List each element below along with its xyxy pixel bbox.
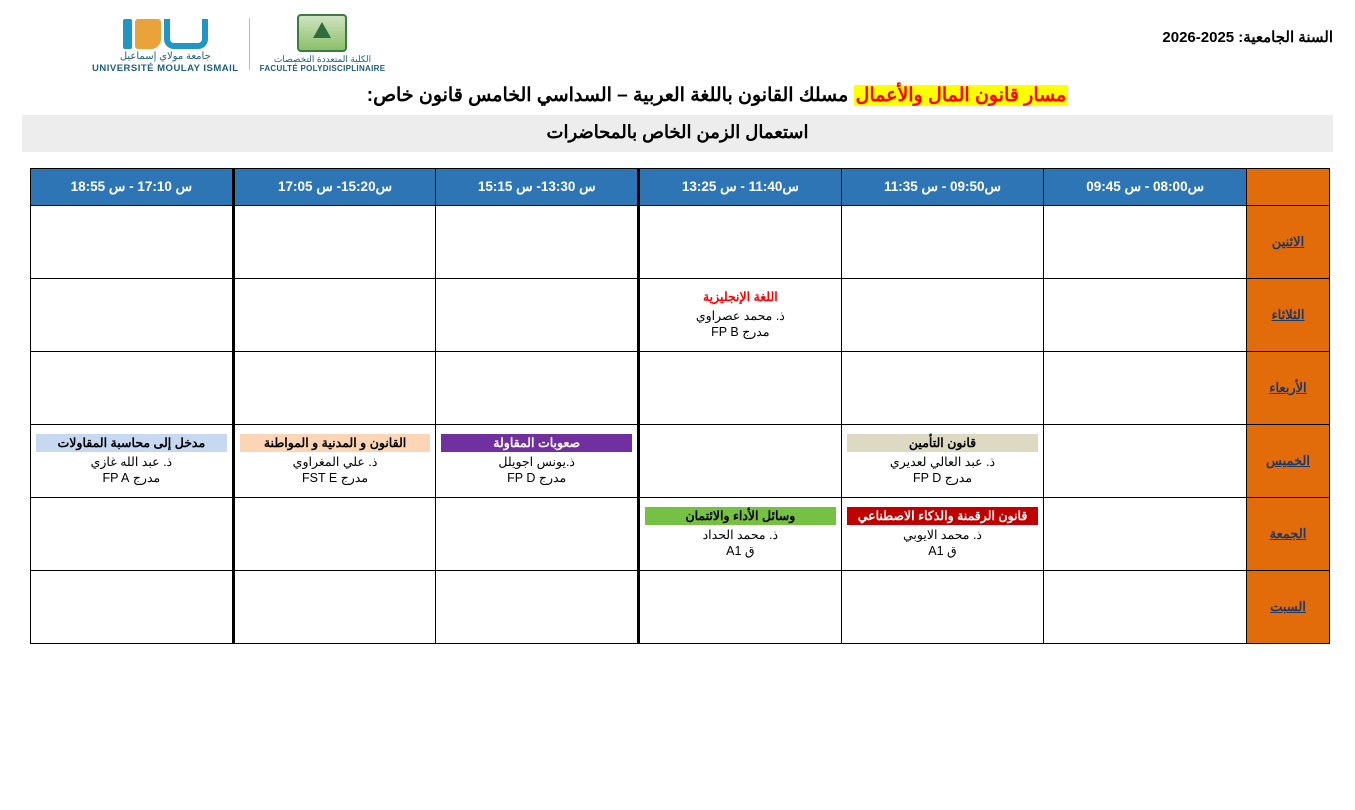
- logo-group: [92, 14, 385, 74]
- course-room: مدرج FST E: [302, 470, 369, 485]
- cell-friday-slot1[interactable]: [1044, 497, 1247, 570]
- cell-friday-slot5[interactable]: [233, 497, 436, 570]
- course-room: مدرج FP D: [507, 470, 567, 485]
- timetable: [30, 168, 1330, 644]
- umi-logo-french-text: UNIVERSITÉ MOULAY ISMAIL: [92, 62, 239, 74]
- course-professor: ذ. محمد الحداد: [702, 527, 779, 542]
- course-name: صعوبات المقاولة: [441, 434, 632, 452]
- course-name: اللغة الإنجليزية: [702, 289, 778, 304]
- course-name: قانون الرقمنة والذكاء الاصطناعي: [847, 507, 1039, 525]
- course-professor: ذ. عبد العالي لعديري: [889, 454, 996, 469]
- cell-friday-slot3[interactable]: [639, 497, 842, 570]
- timetable-container: [30, 168, 1330, 644]
- time-slot-header-6: س 17:10 - س 18:55: [31, 168, 234, 205]
- cell-friday-slot4[interactable]: [436, 497, 639, 570]
- course-entry: [640, 505, 841, 563]
- cell-monday-slot5[interactable]: [233, 205, 436, 278]
- course-entry: [640, 286, 841, 344]
- course-entry: [842, 432, 1044, 490]
- cell-monday-slot6[interactable]: [31, 205, 234, 278]
- time-slot-header-1: س08:00 - س 09:45: [1044, 168, 1247, 205]
- cell-thursday-slot1[interactable]: [1044, 424, 1247, 497]
- course-entry: [842, 505, 1044, 563]
- cell-thursday-slot6[interactable]: [31, 424, 234, 497]
- page-header: [0, 0, 1355, 74]
- time-slot-header-4: س 13:30- س 15:15: [436, 168, 639, 205]
- course-professor: ذ. علي المغراوي: [292, 454, 378, 469]
- course-professor: ذ. محمد عصراوي: [695, 308, 785, 323]
- cell-tuesday-slot5[interactable]: [233, 278, 436, 351]
- cell-tuesday-slot1[interactable]: [1044, 278, 1247, 351]
- course-name: قانون التأمين: [847, 434, 1039, 452]
- course-professor: ذ. عبد الله غازي: [90, 454, 173, 469]
- day-label-saturday: السبت: [1247, 570, 1330, 643]
- cell-thursday-slot3[interactable]: [639, 424, 842, 497]
- table-row: [31, 570, 1330, 643]
- course-professor: ذ. محمد الايوبي: [903, 527, 982, 542]
- course-room: مدرج FP B: [711, 324, 770, 339]
- cell-saturday-slot2[interactable]: [841, 570, 1044, 643]
- course-name: وسائل الأداء والائتمان: [645, 507, 836, 525]
- cell-wednesday-slot6[interactable]: [31, 351, 234, 424]
- cell-monday-slot3[interactable]: [639, 205, 842, 278]
- cell-tuesday-slot3[interactable]: [639, 278, 842, 351]
- time-slot-header-5: س15:20- س 17:05: [233, 168, 436, 205]
- cell-wednesday-slot5[interactable]: [233, 351, 436, 424]
- cell-thursday-slot5[interactable]: [233, 424, 436, 497]
- day-label-wednesday: الأربعاء: [1247, 351, 1330, 424]
- cell-monday-slot4[interactable]: [436, 205, 639, 278]
- fp-logo-french-text: FACULTÉ POLYDISCIPLINAIRE: [259, 63, 386, 73]
- timetable-header-row: [31, 168, 1330, 205]
- table-row: [31, 497, 1330, 570]
- cell-monday-slot1[interactable]: [1044, 205, 1247, 278]
- day-label-thursday: الخميس: [1247, 424, 1330, 497]
- cell-saturday-slot4[interactable]: [436, 570, 639, 643]
- table-row: [31, 424, 1330, 497]
- fp-logo: [260, 14, 386, 74]
- day-label-tuesday: الثلاثاء: [1247, 278, 1330, 351]
- page-subtitle: استعمال الزمن الخاص بالمحاضرات: [22, 115, 1333, 152]
- cell-saturday-slot3[interactable]: [639, 570, 842, 643]
- umi-logo-arabic-text: جامعة مولاي إسماعيل: [119, 50, 211, 62]
- title-highlight: مسار قانون المال والأعمال: [855, 84, 1067, 106]
- time-slot-header-3: س11:40 - س 13:25: [639, 168, 842, 205]
- cell-friday-slot6[interactable]: [31, 497, 234, 570]
- day-label-monday: الاثنين: [1247, 205, 1330, 278]
- cell-thursday-slot2[interactable]: [841, 424, 1044, 497]
- day-label-friday: الجمعة: [1247, 497, 1330, 570]
- cell-tuesday-slot6[interactable]: [31, 278, 234, 351]
- cell-wednesday-slot1[interactable]: [1044, 351, 1247, 424]
- cell-monday-slot2[interactable]: [841, 205, 1044, 278]
- course-entry: [436, 432, 637, 490]
- cell-thursday-slot4[interactable]: [436, 424, 639, 497]
- course-name: مدخل إلى محاسبة المقاولات: [36, 434, 227, 452]
- fp-logo-arabic-text: الكلية المتعددة التخصصات: [273, 54, 372, 64]
- course-room: ق A1: [928, 543, 957, 558]
- course-room: ق A1: [726, 543, 755, 558]
- course-name: القانون و المدنية و المواطنة: [240, 434, 431, 452]
- cell-friday-slot2[interactable]: [841, 497, 1044, 570]
- time-slot-header-2: س09:50 - س 11:35: [841, 168, 1044, 205]
- table-row: [31, 205, 1330, 278]
- cell-tuesday-slot4[interactable]: [436, 278, 639, 351]
- cell-wednesday-slot2[interactable]: [841, 351, 1044, 424]
- course-room: مدرج FP D: [912, 470, 973, 485]
- logo-divider: [249, 18, 250, 70]
- page-title: [60, 84, 1295, 107]
- table-row: [31, 278, 1330, 351]
- course-entry: [31, 432, 232, 490]
- umi-logo-icon: [123, 15, 208, 49]
- cell-saturday-slot1[interactable]: [1044, 570, 1247, 643]
- table-row: [31, 351, 1330, 424]
- course-professor: ذ.يونس اجويلل: [498, 454, 575, 469]
- cell-wednesday-slot4[interactable]: [436, 351, 639, 424]
- cell-saturday-slot5[interactable]: [233, 570, 436, 643]
- umi-logo: [92, 15, 239, 74]
- timetable-corner-cell: [1247, 168, 1330, 205]
- fp-logo-icon: [297, 14, 347, 52]
- cell-saturday-slot6[interactable]: [31, 570, 234, 643]
- title-main-text: مسلك القانون باللغة العربية – السداسي الخامس قانون خاص:: [366, 84, 849, 106]
- cell-tuesday-slot2[interactable]: [841, 278, 1044, 351]
- course-room: مدرج FP A: [102, 470, 161, 485]
- course-entry: [235, 432, 436, 490]
- cell-wednesday-slot3[interactable]: [639, 351, 842, 424]
- academic-year-label: السنة الجامعية: 2025-2026: [1162, 29, 1333, 46]
